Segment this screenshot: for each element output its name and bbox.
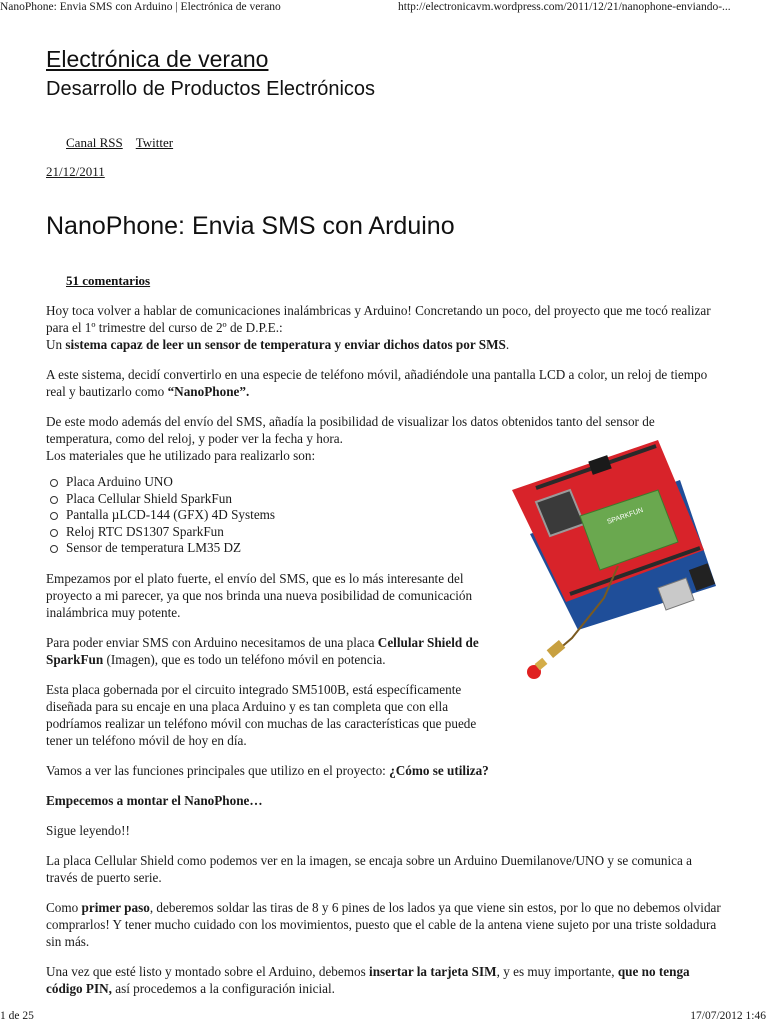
list-item: Pantalla µLCD-144 (GFX) 4D Systems <box>46 507 722 524</box>
paragraph-sim: Una vez que esté listo y montado sobre el Arduino, debemos insertar la tarjeta SIM, y es muy importante, que no tenga código PIN, así procedemos a la configuración inicial. <box>46 963 690 996</box>
paragraph-functions: Vamos a ver las funciones principales que utilizo en el proyecto: ¿Cómo se utiliza? <box>46 762 489 778</box>
paragraph-intro: Hoy toca volver a hablar de comunicaciones inalámbricas y Arduino! Concretando un poco, del proyecto que me tocó realizar para el 1º trimestre del curso de 2º de D.P.E.: Un sistema capaz de leer un sensor de temperatura y enviar dichos datos por SMS. <box>46 303 711 352</box>
post-title: NanoPhone: Envia SMS con Arduino <box>46 212 455 240</box>
site-description: Desarrollo de Productos Electrónicos <box>46 78 376 100</box>
print-url: http://electronicavm.wordpress.com/2011/12/21/nanophone-enviando-... <box>398 1 731 13</box>
read-more-link[interactable]: Sigue leyendo!! <box>46 822 130 838</box>
paragraph-sms: Empezamos por el plato fuerte, el envío del SMS, que es lo más interesante del proyecto a mi parecer, ya que nos brinda una nueva posibilidad de comunicación inalámbrica muy potente. <box>46 570 473 620</box>
list-item: Sensor de temperatura LM35 DZ <box>46 540 722 557</box>
rss-link[interactable]: Canal RSS <box>66 135 123 150</box>
cellular-shield-image <box>508 438 722 690</box>
comments-link[interactable]: 51 comentarios <box>66 273 151 288</box>
page-count: 1 de 25 <box>0 1010 34 1022</box>
post-date[interactable]: 21/12/2011 <box>46 164 105 179</box>
print-page-title: NanoPhone: Envia SMS con Arduino | Electrónica de verano <box>0 1 281 13</box>
twitter-link[interactable]: Twitter <box>135 135 174 150</box>
print-header <box>0 0 768 16</box>
paragraph-serial: La placa Cellular Shield como podemos ver en la imagen, se encaja sobre un Arduino Duemilanove/UNO y se comunica a través de puerto serie. <box>46 852 692 885</box>
paragraph-nanophone: A este sistema, decidí convertirlo en una especie de teléfono móvil, añadiéndole una pantalla LCD a color, un reloj de tiempo real y bautizarlo como “NanoPhone”. <box>46 367 708 399</box>
module-label: SPARKFUN <box>606 507 645 526</box>
nav-menu <box>66 135 183 151</box>
paragraph-materials-intro: De este modo además del envío del SMS, añadía la posibilidad de visualizar los datos obtenidos tanto del sensor de temperatura, como del reloj, y poder ver la fecha y hora. Los materiales que he utilizado para realizarlo son: <box>46 414 655 463</box>
print-datetime: 17/07/2012 1:46 <box>690 1010 766 1022</box>
paragraph-first-step: Como primer paso, deberemos soldar las tiras de 8 y 6 pines de los lados ya que viene sin estos, por lo que no debemos olvidar comprarlos! Y tener mucho cuidado con los movimientos, puesto que el cable de la antena viene sujeto por una triste soldadura sin más. <box>46 899 721 949</box>
list-item: Placa Cellular Shield SparkFun <box>46 491 722 508</box>
list-item: Placa Arduino UNO <box>46 474 722 491</box>
antenna-connector <box>547 640 566 658</box>
paragraph-sm5100b: Esta placa gobernada por el circuito integrado SM5100B, está específicamente diseñada para su encaje en una placa Arduino y es tan completa que con ella podríamos realizar un teléfono móvil con muchas de las características que puede tener un teléfono móvil de hoy en día. <box>46 681 477 748</box>
paragraph-start-building: Empecemos a montar el NanoPhone… <box>46 792 263 808</box>
list-item: Reloj RTC DS1307 SparkFun <box>46 524 722 541</box>
site-title[interactable]: Electrónica de verano <box>46 46 269 72</box>
paragraph-cellular-shield: Para poder enviar SMS con Arduino necesitamos de una placa Cellular Shield de SparkFun (Imagen), que es todo un teléfono móvil en potencia. <box>46 634 479 667</box>
